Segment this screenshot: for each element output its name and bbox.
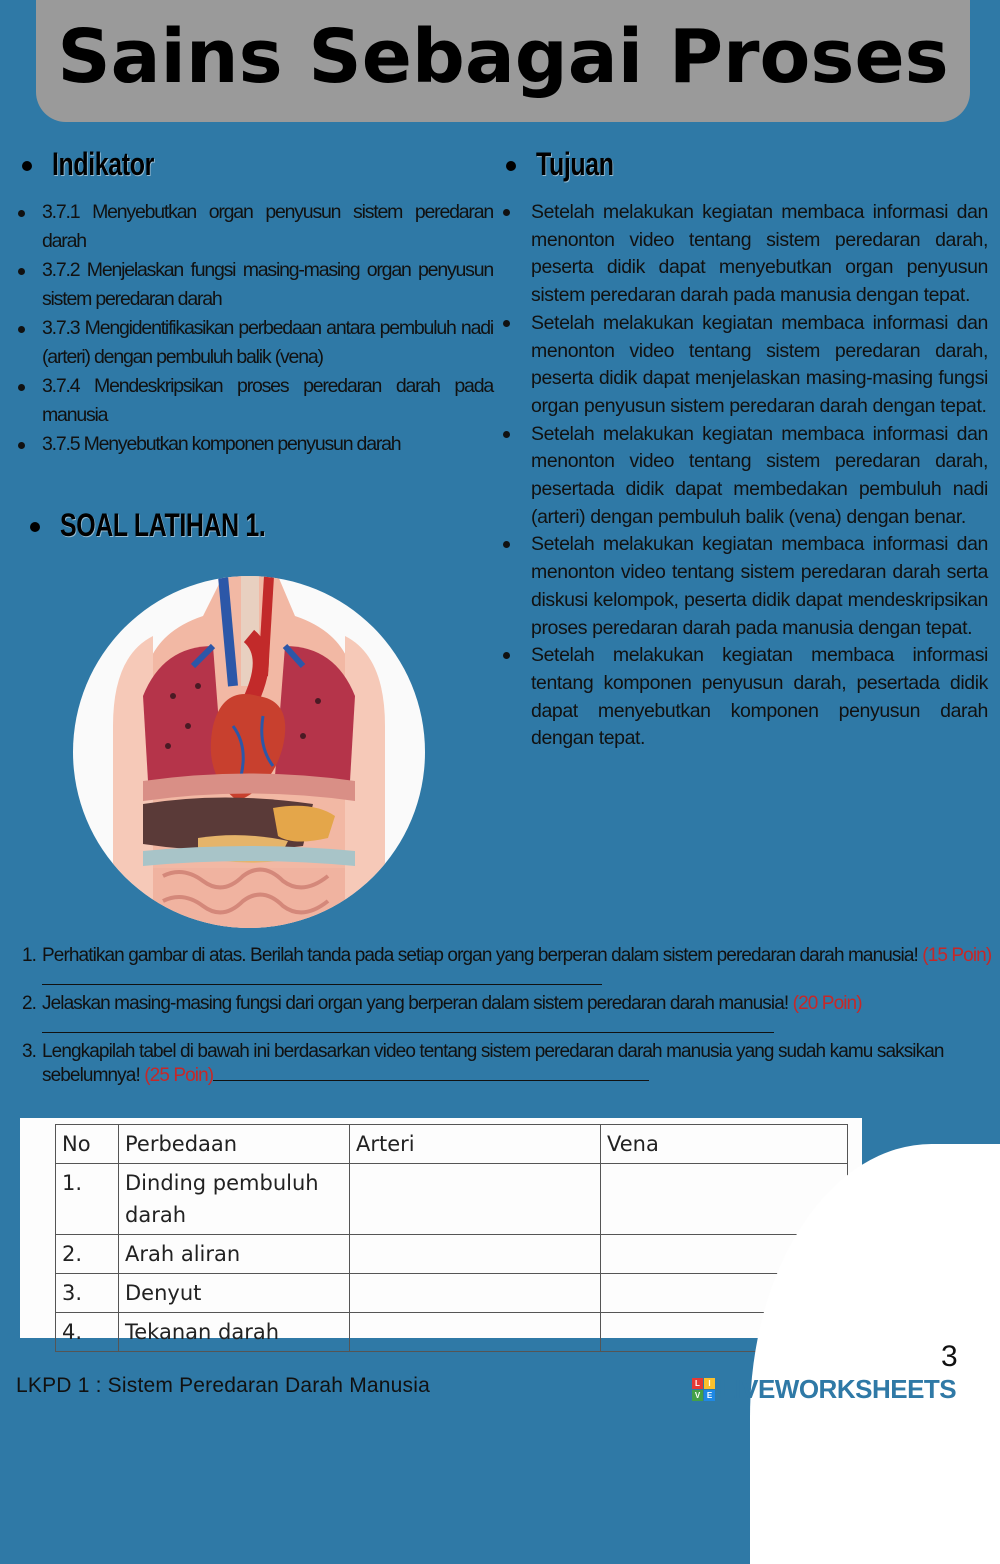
tujuan-item: Setelah melakukan kegiatan membaca informasi dan menonton video tentang sistem peredaran darah, peserta didik dapat menyebutkan organ penyusun sistem peredaran darah pada manusia dengan tepat. [503,199,988,310]
question-item [22,944,994,992]
answer-line[interactable] [42,983,602,985]
question-poin: (15 Poin) [922,945,992,966]
table-row [56,1235,848,1274]
indikator-item: 3.7.5 Menyebutkan komponen penyusun darah [18,430,493,459]
table-cell: 4. [56,1313,119,1352]
liveworksheets-logo-icon [692,1378,715,1401]
tujuan-item: Setelah melakukan kegiatan membaca informasi dan menonton video tentang sistem peredaran darah serta diskusi kelompok, peserta didik dapat mendeskripsikan proses peredaran darah pada manusia dengan tepat. [503,531,988,642]
table-header: Vena [601,1125,848,1164]
question-poin: (25 Poin) [144,1065,214,1086]
bullet-icon [22,161,32,171]
liveworksheets-label: LIVEWORKSHEETS [719,1374,957,1404]
question-text: Lengkapilah tabel di bawah ini berdasarkan video tentang sistem peredaran darah manusia yang sudah kamu saksikan sebelumnya! [42,1041,944,1086]
question-item [22,992,994,1040]
table-card [20,1118,862,1344]
tujuan-item: Setelah melakukan kegiatan membaca informasi tentang komponen penyusun darah, pesertada didik dapat menyebutkan komponen penyusun darah dengan tepat. [503,642,988,753]
liveworksheets-brand[interactable] [692,1374,956,1405]
table-row [56,1313,848,1352]
table-row [56,1164,848,1235]
footer-text: LKPD 1 : Sistem Peredaran Darah Manusia [16,1374,430,1397]
table-row [56,1274,848,1313]
table-cell: 3. [56,1274,119,1313]
table-header: Arteri [350,1125,601,1164]
page-number: 3 [941,1340,958,1373]
answer-line[interactable] [213,1079,649,1081]
table-header: Perbedaan [119,1125,350,1164]
logo-letter: E [704,1390,715,1401]
page-title: Sains Sebagai Proses [57,14,949,100]
bullet-icon [506,161,516,171]
table-cell: Tekanan darah [119,1313,350,1352]
table-cell: 1. [56,1164,119,1235]
question-number: 2. [22,993,37,1014]
logo-letter: L [692,1378,703,1389]
tujuan-item: Setelah melakukan kegiatan membaca informasi dan menonton video tentang sistem peredaran darah, peserta didik dapat menjelaskan masing-masing fungsi organ penyusun sistem peredaran darah dengan tepat. [503,310,988,421]
tujuan-heading: Tujuan [536,146,614,182]
question-number: 1. [22,945,37,966]
indikator-item: 3.7.4 Mendeskripsikan proses peredaran darah pada manusia [18,372,493,430]
title-banner [36,0,970,122]
indikator-item: 3.7.1 Menyebutkan organ penyusun sistem peredaran darah [18,198,493,256]
logo-letter: I [704,1378,715,1389]
indikator-list [18,198,493,459]
bullet-icon [30,522,40,532]
question-number: 3. [22,1041,37,1062]
answer-line[interactable] [42,1031,774,1033]
comparison-table [55,1124,848,1352]
soal-heading: SOAL LATIHAN 1. [60,507,266,543]
table-header-row [56,1125,848,1164]
question-text: Jelaskan masing-masing fungsi dari organ yang berperan dalam sistem peredaran darah manusia! [42,993,793,1014]
question-item [22,1040,994,1088]
logo-letter: V [692,1390,703,1401]
indikator-item: 3.7.3 Mengidentifikasikan perbedaan antara pembuluh nadi (arteri) dengan pembuluh balik (vena) [18,314,493,372]
tujuan-item: Setelah melakukan kegiatan membaca informasi dan menonton video tentang sistem peredaran darah, pesertada didik dapat membedakan pembuluh nadi (arteri) dengan pembuluh balik (vena) dengan benar. [503,421,988,532]
indikator-item: 3.7.2 Menjelaskan fungsi masing-masing organ penyusun sistem peredaran darah [18,256,493,314]
question-text: Perhatikan gambar di atas. Berilah tanda pada setiap organ yang berperan dalam sistem peredaran darah manusia! [42,945,923,966]
question-list [22,944,994,1088]
table-cell: Arah aliran [119,1235,350,1274]
answer-cell-arteri[interactable] [350,1274,601,1313]
table-cell: 2. [56,1235,119,1274]
answer-cell-arteri[interactable] [350,1313,601,1352]
tujuan-list [503,199,988,753]
table-header: No [56,1125,119,1164]
indikator-heading: Indikator [52,146,154,182]
table-cell: Denyut [119,1274,350,1313]
answer-cell-arteri[interactable] [350,1235,601,1274]
organ-illustration [73,576,425,928]
question-poin: (20 Poin) [792,993,862,1014]
answer-cell-arteri[interactable] [350,1164,601,1235]
table-cell: Dinding pembuluh darah [119,1164,350,1235]
